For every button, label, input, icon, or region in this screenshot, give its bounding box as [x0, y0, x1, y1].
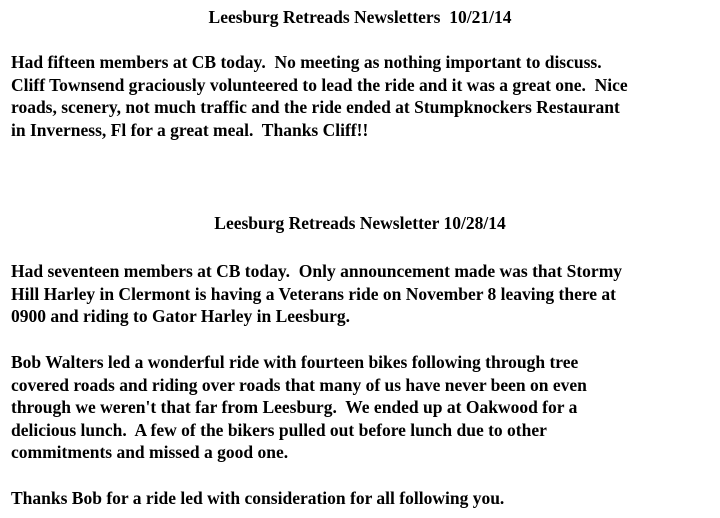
text-line: in Inverness, Fl for a great meal. Thanks Cliff!!	[11, 119, 369, 140]
text-line: Thanks Bob for a ride led with consideration for all following you.	[11, 488, 505, 508]
text-line: Cliff Townsend graciously volunteered to lead the ride and it was a great one. Nice	[11, 74, 628, 95]
text-line: 0900 and riding to Gator Harley in Leesburg.	[11, 306, 350, 326]
text-line: Hill Harley in Clermont is having a Veterans ride on November 8 leaving there at	[11, 283, 617, 304]
paragraph-1028-thanks	[11, 487, 717, 510]
newsletter-title-1021: Leesburg Retreads Newsletters 10/21/14	[208, 7, 512, 27]
text-line: Had fifteen members at CB today. No meeting as nothing important to discuss.	[11, 52, 602, 72]
text-line: Had seventeen members at CB today. Only announcement made was that Stormy	[11, 261, 623, 281]
paragraph-1021-meeting	[11, 51, 717, 141]
text-line: roads, scenery, not much traffic and the ride ended at Stumpknockers Restaurant	[11, 97, 620, 117]
text-line: covered roads and riding over roads that many of us have never been on even	[11, 374, 587, 395]
text-line: Bob Walters led a wonderful ride with fourteen bikes following through tree	[11, 352, 579, 372]
newsletter-title-1028: Leesburg Retreads Newsletter 10/28/14	[214, 213, 506, 233]
text-line: commitments and missed a good one.	[11, 442, 289, 462]
text-line: delicious lunch. A few of the bikers pulled out before lunch due to other	[11, 419, 547, 440]
paragraph-1028-announcement	[11, 260, 717, 328]
text-line: through we weren't that far from Leesburg. We ended up at Oakwood for a	[11, 397, 578, 417]
paragraph-1028-ride	[11, 351, 717, 464]
